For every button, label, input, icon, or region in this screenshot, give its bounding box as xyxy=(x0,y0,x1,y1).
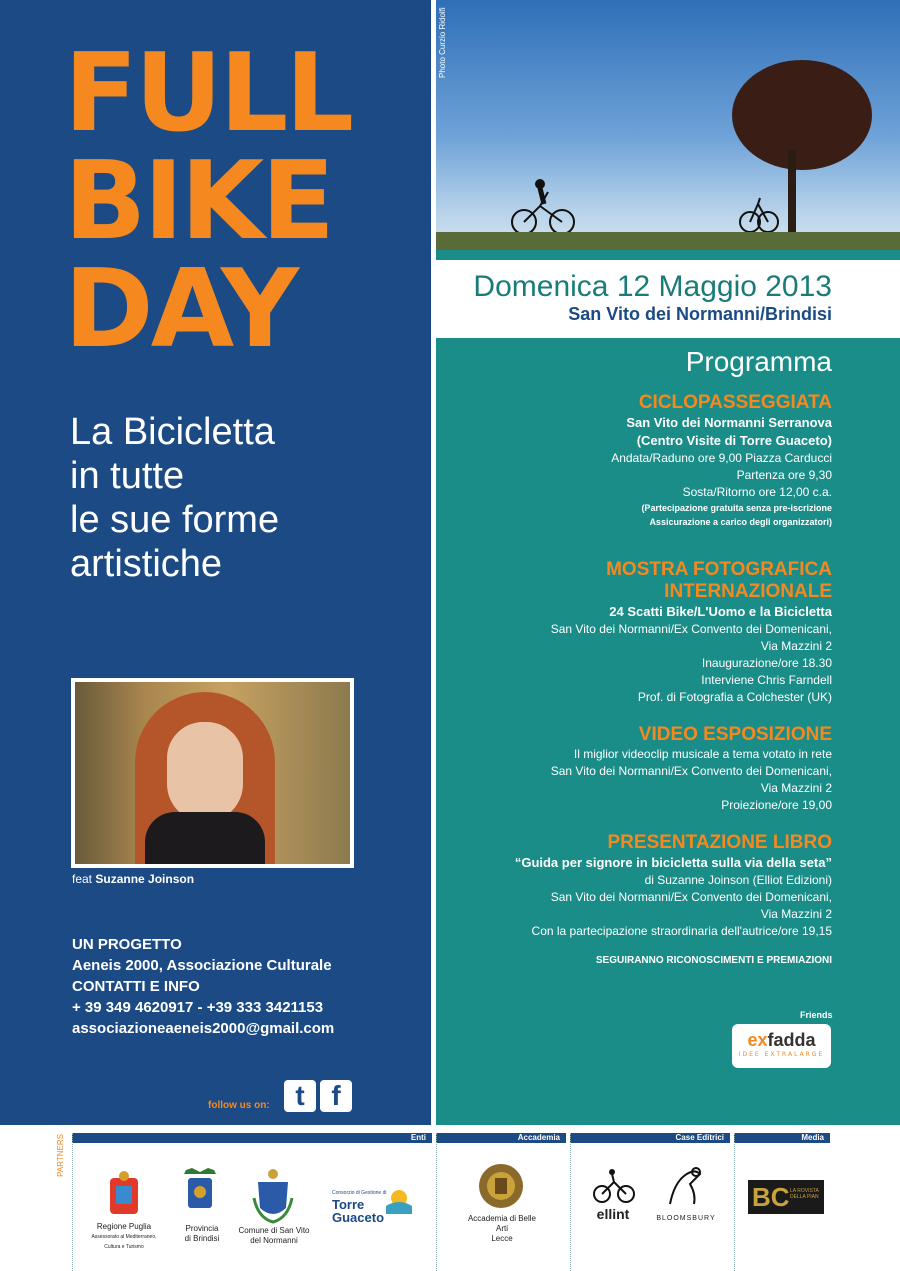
detail-line: Via Mazzini 2 xyxy=(760,907,832,921)
portrait-image xyxy=(75,682,350,864)
detail-line: San Vito dei Normanni/Ex Convento dei Domenicani, xyxy=(550,622,832,636)
feat-caption xyxy=(72,872,194,886)
event-title xyxy=(64,31,424,372)
event-date: Domenica 12 Maggio 2013 xyxy=(473,270,832,303)
note-line: Assicurazione a carico degli organizzatori) xyxy=(649,517,832,527)
section-title: VIDEO ESPOSIZIONE xyxy=(638,724,832,745)
media-logo xyxy=(748,1180,824,1214)
exfadda-logo-b: fadda xyxy=(767,1030,816,1050)
exfadda-logo[interactable] xyxy=(732,1024,831,1068)
subtitle-line-1: La Bicicletta xyxy=(70,411,275,453)
enti-header: Enti xyxy=(72,1133,432,1143)
detail-line: Con la partecipazione straordinaria dell'autrice/ore 19,15 xyxy=(531,924,832,938)
detail-line: di Suzanne Joinson (Elliot Edizioni) xyxy=(644,873,832,887)
section-video xyxy=(452,724,832,814)
section-mostra xyxy=(452,559,832,706)
detail-line: 24 Scatti Bike/L'Uomo e la Bicicletta xyxy=(609,604,832,619)
media-logo-sub: LA ROVISTA DELLA PIAN xyxy=(790,1188,819,1200)
event-place: San Vito dei Normanni/Brindisi xyxy=(568,304,832,324)
program-title: Programma xyxy=(685,346,832,377)
program-panel xyxy=(436,338,900,1125)
ellint-bicycle-icon xyxy=(592,1168,636,1204)
section-ciclopasseggiata xyxy=(452,392,832,529)
accademia-name: Accademia di Belle Arti Lecce xyxy=(467,1214,537,1243)
title-line-3: DAY xyxy=(64,247,297,372)
detail-line: Sosta/Ritorno ore 12,00 c.a. xyxy=(682,485,832,499)
regione-puglia-name: Regione Puglia Assessorato al Mediterraneo, Cultura e Turismo xyxy=(91,1222,157,1250)
note-line: (Partecipazione gratuita senza pre-iscrizione xyxy=(641,503,832,513)
project-heading: UN PROGETTO xyxy=(72,936,182,953)
regione-puglia-crest-icon xyxy=(104,1170,144,1220)
detail-line: Proiezione/ore 19,00 xyxy=(721,798,832,812)
case-editrici-header: Case Editrici xyxy=(570,1133,730,1143)
section-libro xyxy=(452,832,832,940)
detail-line: San Vito dei Normanni/Ex Convento dei Domenicani, xyxy=(550,764,832,778)
detail-line: Partenza ore 9,30 xyxy=(736,468,832,482)
media-logo-main: BC xyxy=(752,1182,790,1212)
contact-email[interactable]: associazioneaeneis2000@gmail.com xyxy=(72,1020,335,1037)
provincia-brindisi-crest-icon xyxy=(180,1166,220,1216)
facebook-icon[interactable]: f xyxy=(320,1080,352,1112)
torre-guaceto-sun-icon xyxy=(386,1188,412,1214)
bloomsbury-name: BLOOMSBURY xyxy=(656,1215,716,1222)
project-info xyxy=(72,934,334,1039)
accademia-crest-icon xyxy=(478,1160,524,1212)
bloomsbury-dog-icon xyxy=(664,1164,704,1208)
accademia-header: Accademia xyxy=(436,1133,566,1143)
detail-line: (Centro Visite di Torre Guaceto) xyxy=(636,433,832,448)
ellint-name: ellint xyxy=(596,1206,630,1222)
detail-line: Via Mazzini 2 xyxy=(760,781,832,795)
feat-name: Suzanne Joinson xyxy=(95,872,195,886)
follow-label: follow us on: xyxy=(208,1100,270,1111)
detail-line: Via Mazzini 2 xyxy=(760,639,832,653)
exfadda-logo-a: ex xyxy=(747,1030,768,1050)
detail-line: Andata/Raduno ore 9,00 Piazza Carducci xyxy=(611,451,832,465)
closing-note: SEGUIRANNO RICONOSCIMENTI E PREMIAZIONI xyxy=(595,955,832,966)
title-line-1: FULL xyxy=(64,31,352,156)
cyclist-photo xyxy=(436,0,900,250)
exfadda-logo-sub: IDEE EXTRALARGE xyxy=(738,1051,825,1058)
teal-divider xyxy=(436,250,900,260)
title-line-2: BIKE xyxy=(64,139,332,264)
project-org: Aeneis 2000, Associazione Culturale xyxy=(72,957,332,974)
subtitle-line-3: le sue forme xyxy=(70,499,280,541)
torre-guaceto-logo: Consorzio di Gestione di Torre Guaceto xyxy=(332,1190,387,1225)
contact-phones: + 39 349 4620917 - +39 333 3421153 xyxy=(72,999,324,1016)
partners-label: PARTNERS xyxy=(56,1134,65,1177)
detail-line: Il miglior videoclip musicale a tema votato in rete xyxy=(573,747,832,761)
guest-photo xyxy=(71,678,354,868)
bicycles-icon xyxy=(436,0,900,250)
detail-line: San Vito dei Normanni Serranova xyxy=(626,415,832,430)
section-title: MOSTRA FOTOGRAFICA xyxy=(606,559,832,580)
comune-san-vito-name: Comune di San Vito del Normanni xyxy=(238,1226,310,1245)
detail-line: San Vito dei Normanni/Ex Convento dei Domenicani, xyxy=(550,890,832,904)
subtitle-line-4: artistiche xyxy=(70,543,223,585)
media-header: Media xyxy=(734,1133,830,1143)
photo-credit: Photo Curzio Ridolfi xyxy=(438,7,447,78)
comune-san-vito-crest-icon xyxy=(250,1168,296,1224)
subtitle xyxy=(70,410,279,586)
section-title: PRESENTAZIONE LIBRO xyxy=(607,832,832,853)
subtitle-line-2: in tutte xyxy=(70,455,185,497)
detail-line: Interviene Chris Farndell xyxy=(701,673,832,687)
friends-label: Friends xyxy=(800,1010,833,1020)
contacts-heading: CONTATTI E INFO xyxy=(72,978,200,995)
detail-line: Prof. di Fotografia a Colchester (UK) xyxy=(637,690,832,704)
detail-line: Inaugurazione/ore 18.30 xyxy=(701,656,832,670)
feat-prefix: feat xyxy=(72,872,93,886)
detail-line: “Guida per signore in bicicletta sulla via della seta” xyxy=(514,855,832,870)
left-panel xyxy=(0,0,431,1125)
twitter-icon[interactable]: t xyxy=(284,1080,316,1112)
provincia-brindisi-name: Provincia di Brindisi xyxy=(184,1224,220,1243)
section-title: INTERNAZIONALE xyxy=(664,581,832,602)
section-title: CICLOPASSEGGIATA xyxy=(638,392,832,413)
date-box xyxy=(436,260,900,338)
